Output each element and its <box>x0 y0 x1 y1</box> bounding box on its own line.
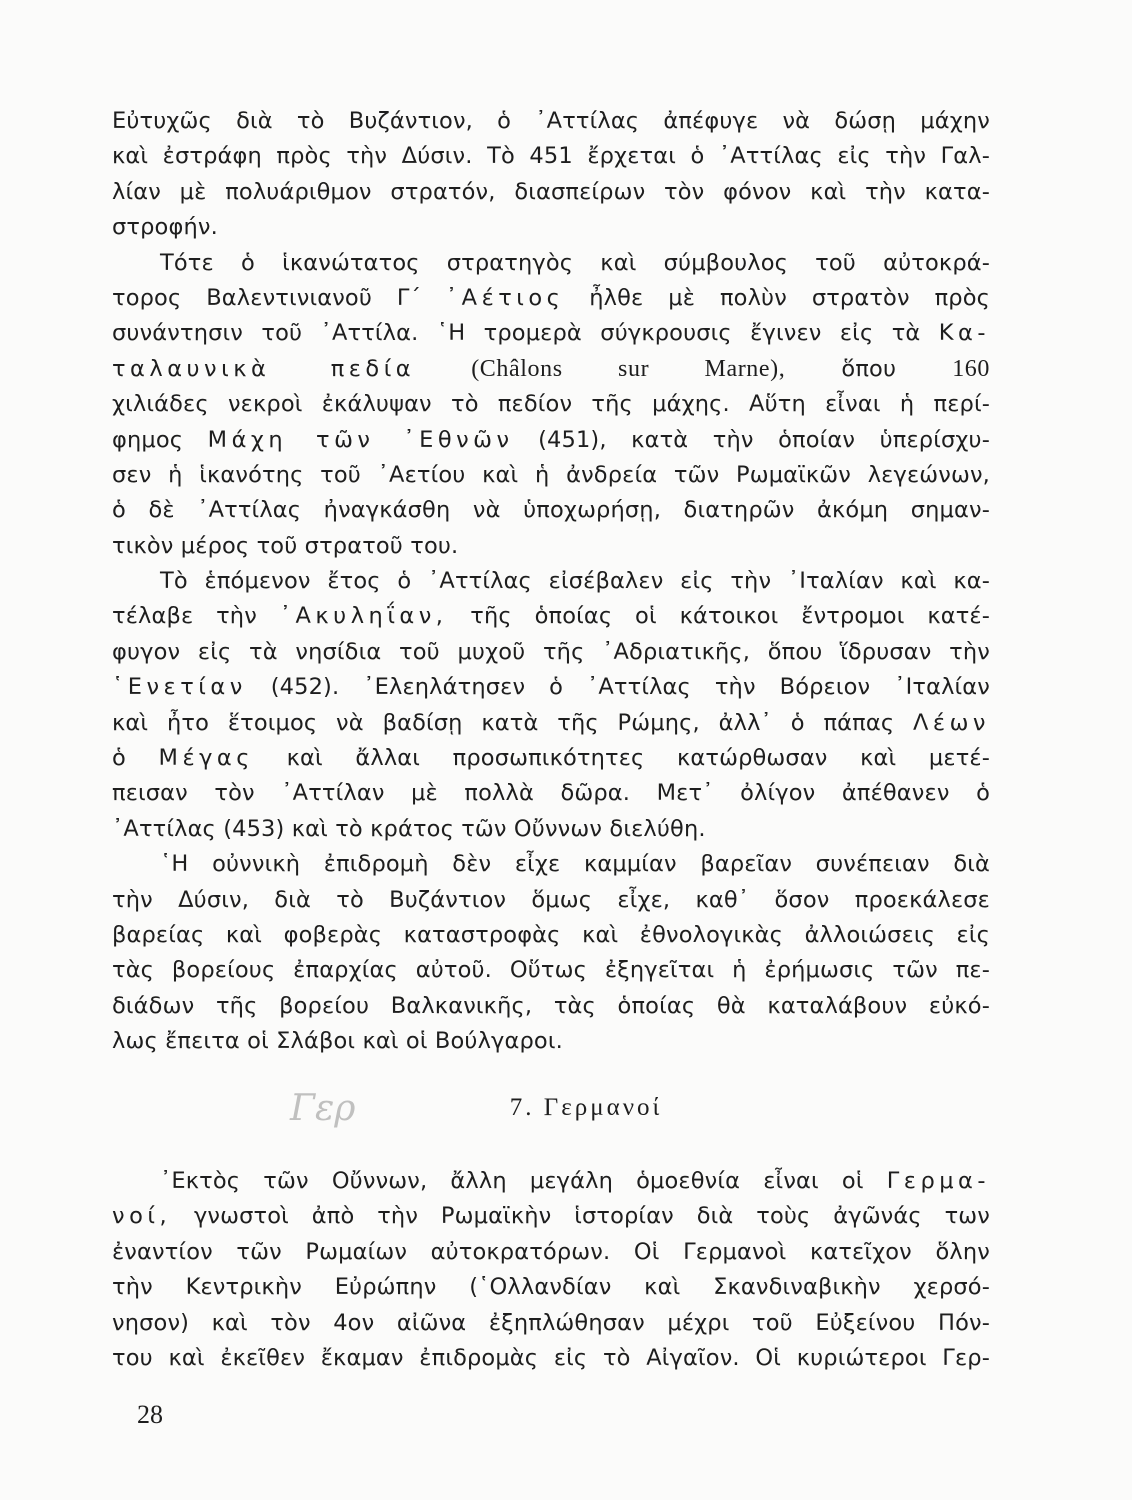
text-line <box>112 281 990 316</box>
line-text: τικὸν μέρος τοῦ στρατοῦ του. <box>112 532 459 559</box>
line-text: του καὶ ἐκεῖθεν ἔκαμαν ἐπιδρομὰς εἰς τὸ Αἰγαῖον. Οἱ κυριώτεροι Γερ- <box>112 1344 990 1371</box>
line-text: σεν ἡ ἱκανότης τοῦ ᾿Αετίου καὶ ἡ ἀνδρεία τῶν Ρωμαϊκῶν λεγεώνων, <box>112 461 990 488</box>
line-text: τὴν Κεντρικὴν Εὐρώπην (῾Ολλανδίαν καὶ Σκανδιναβικὴν χερσό- <box>112 1274 990 1301</box>
line-text: λως ἔπειτα οἱ Σλάβοι καὶ οἱ Βούλγαροι. <box>112 1028 563 1055</box>
text-line <box>112 352 990 387</box>
line-text: ᾿Αττίλας (453) καὶ τὸ κράτος τῶν Οὔννων διελύθη. <box>112 815 706 842</box>
line-text: πεισαν τὸν ᾿Αττίλαν μὲ πολλὰ δῶρα. Μετ᾿ ὀλίγον ἀπέθανεν ὁ <box>112 780 990 807</box>
number-text: 160 <box>952 355 990 382</box>
line-text: καὶ ἦτο ἕτοιμος νὰ βαδίσῃ κατὰ τῆς Ρώμης, ἀλλ᾿ ὁ πάπας <box>112 709 895 736</box>
text-line <box>112 139 990 174</box>
page-number: 28 <box>137 1400 163 1429</box>
line-text: φυγον εἰς τὰ νησίδια τοῦ μυχοῦ τῆς ᾿Αδριατικῆς, ὅπου ἵδρυσαν τὴν <box>112 638 990 665</box>
text-line <box>112 493 990 528</box>
line-text: (452). ᾿Ελεηλάτησεν ὁ ᾿Αττίλας τὴν Βόρειον ᾿Ιταλίαν <box>270 674 990 701</box>
text-line <box>112 847 990 882</box>
line-text: τὰς βορείους ἐπαρχίας αὐτοῦ. Οὕτως ἐξηγεῖται ἡ ἐρήμωσις τῶν πε- <box>112 957 990 984</box>
section-heading-block <box>0 1094 1132 1122</box>
text-line <box>112 210 990 245</box>
line-text: ὁ δὲ ᾿Αττίλας ἠναγκάσθη νὰ ὑποχωρήσῃ, διατηρῶν ἀκόμη σημαν- <box>112 497 990 524</box>
line-text: ὁ <box>112 745 126 772</box>
spaced-name: νοί, <box>112 1203 172 1230</box>
text-line <box>112 423 990 458</box>
text-line <box>112 953 990 988</box>
main-text-lower <box>112 1164 990 1376</box>
spaced-name: Μάχη τῶν ᾿Εθνῶν <box>207 426 514 453</box>
line-text: τὴν Δύσιν, διὰ τὸ Βυζάντιον ὅμως εἶχε, καθ᾿ ὅσον προεκάλεσε <box>112 886 990 913</box>
text-line <box>112 246 990 281</box>
spaced-name: ῾Ενετίαν <box>112 674 247 701</box>
text-line <box>112 316 990 351</box>
text-line <box>112 776 990 811</box>
line-text: βαρείας καὶ φοβερὰς καταστροφὰς καὶ ἐθνολογικὰς ἀλλοιώσεις εἰς <box>112 921 990 948</box>
line-text: φημος <box>112 426 184 453</box>
line-text: Τὸ ἑπόμενον ἔτος ὁ ᾿Αττίλας εἰσέβαλεν εἰς τὴν ᾿Ιταλίαν καὶ κα- <box>160 568 990 595</box>
text-line <box>112 883 990 918</box>
section-heading: 7. Γερμανοί <box>509 1094 663 1121</box>
text-line <box>112 1164 990 1199</box>
text-line <box>112 706 990 741</box>
text-line <box>112 175 990 210</box>
line-text: γνωστοὶ ἀπὸ τὴν Ρωμαϊκὴν ἱστορίαν διὰ τοὺς ἀγῶνάς των <box>193 1203 990 1230</box>
line-text: τέλαβε τὴν <box>112 603 257 630</box>
line-text: ὅπου <box>841 355 897 382</box>
text-line <box>112 741 990 776</box>
text-line <box>112 458 990 493</box>
line-text: τορος Βαλεντινιανοῦ Γ΄ <box>112 284 422 311</box>
line-text: ᾿Εκτὸς τῶν Οὔννων, ἄλλη μεγάλη ὁμοεθνία εἶναι οἱ <box>160 1168 864 1194</box>
spaced-name: ᾿Αέτιος <box>445 284 565 311</box>
spaced-name: Κα- <box>938 320 990 347</box>
pencil-note-text: Γερ <box>290 1088 356 1129</box>
text-line <box>112 812 990 847</box>
line-text: Τότε ὁ ἱκανώτατος στρατηγὸς καὶ σύμβουλος τοῦ αὐτοκρά- <box>160 249 990 276</box>
line-text: τῆς ὁποίας οἱ κάτοικοι ἔντρομοι κατέ- <box>470 603 990 630</box>
line-text: ἦλθε μὲ πολὺν στρατὸν πρὸς <box>589 284 990 311</box>
spaced-name: ταλαυνικὰ πεδία <box>112 355 416 382</box>
text-line <box>112 918 990 953</box>
text-line <box>112 599 990 634</box>
latin-text: (Châlons sur Marne), <box>471 355 786 382</box>
text-line <box>112 1199 990 1234</box>
spaced-name: Μέγας <box>158 745 254 772</box>
text-line <box>112 529 990 564</box>
line-text: διάδων τῆς βορείου Βαλκανικῆς, τὰς ὁποίας θὰ καταλάβουν εὐκό- <box>112 992 990 1019</box>
text-line <box>112 387 990 422</box>
line-text: καὶ ἄλλαι προσωπικότητες κατώρθωσαν καὶ μετέ- <box>286 745 990 772</box>
text-line <box>112 564 990 599</box>
line-text: (451), κατὰ τὴν ὁποίαν ὑπερίσχυ- <box>538 426 990 453</box>
text-line <box>112 670 990 705</box>
line-text: νησον) καὶ τὸν 4ον αἰῶνα ἐξηπλώθησαν μέχρι τοῦ Εὐξείνου Πόν- <box>112 1309 990 1336</box>
main-text-upper <box>112 104 990 1060</box>
spaced-name: ᾿Ακυληΐαν, <box>279 603 448 630</box>
text-line <box>112 1235 990 1270</box>
line-text: Εὐτυχῶς διὰ τὸ Βυζάντιον, ὁ ᾿Αττίλας ἀπέφυγε νὰ δώσῃ μάχην <box>112 108 990 134</box>
line-text: στροφήν. <box>112 214 218 241</box>
text-line <box>112 1341 990 1376</box>
text-line <box>112 1024 990 1059</box>
line-text: ῾Η οὐννικὴ ἐπιδρομὴ δὲν εἶχε καμμίαν βαρεῖαν συνέπειαν διὰ <box>160 851 990 878</box>
text-line <box>112 104 990 139</box>
text-line <box>112 1270 990 1305</box>
line-text: χιλιάδες νεκροὶ ἐκάλυψαν τὸ πεδίον τῆς μάχης. Αὕτη εἶναι ἡ περί- <box>112 391 990 418</box>
line-text: καὶ ἐστράφη πρὸς τὴν Δύσιν. Τὸ 451 ἔρχεται ὁ ᾿Αττίλας εἰς τὴν Γαλ- <box>112 143 990 170</box>
line-text: συνάντησιν τοῦ ᾿Αττίλα. ῾Η τρομερὰ σύγκρουσις ἔγινεν εἰς τὰ <box>112 320 921 347</box>
line-text: λίαν μὲ πολυάριθμον στρατόν, διασπείρων τὸν φόνον καὶ τὴν κατα- <box>112 178 990 205</box>
text-line <box>112 635 990 670</box>
text-line <box>112 989 990 1024</box>
spaced-name: Λέων <box>913 709 990 736</box>
text-line <box>112 1306 990 1341</box>
spaced-name: Γερμα- <box>886 1168 990 1194</box>
line-text: ἐναντίον τῶν Ρωμαίων αὐτοκρατόρων. Οἱ Γερμανοὶ κατεῖχον ὅλην <box>112 1238 990 1265</box>
